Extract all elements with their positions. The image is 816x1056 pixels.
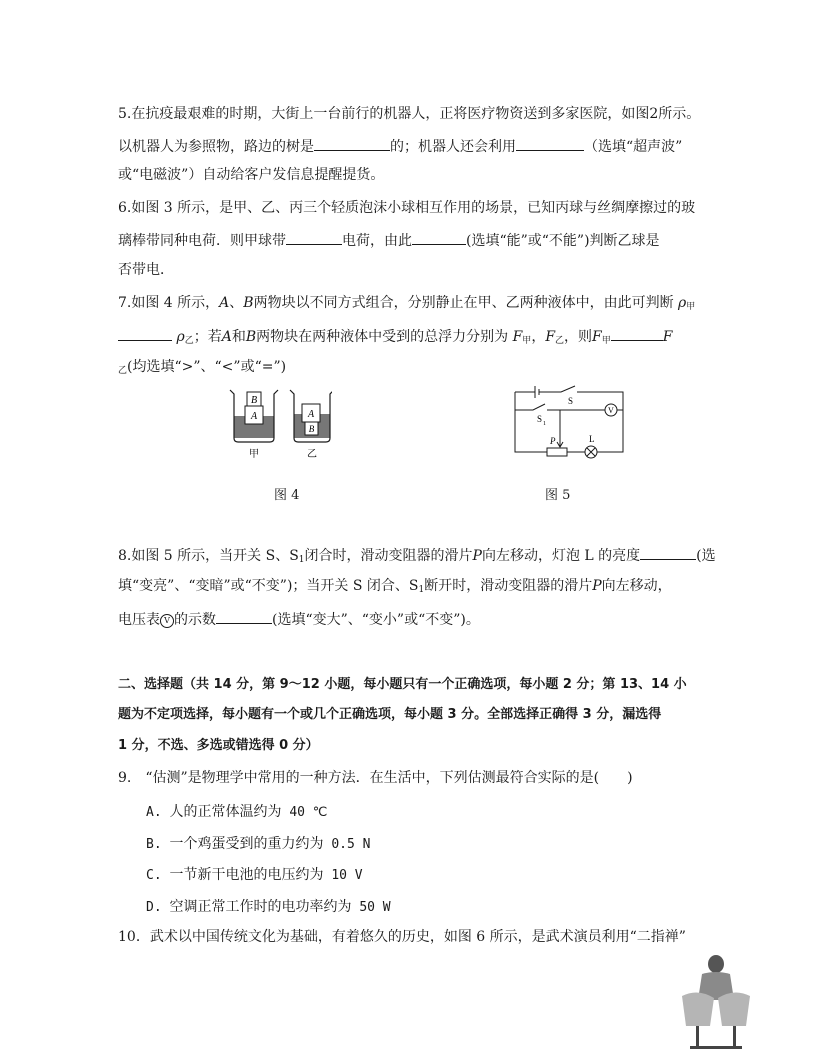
q6-line-1 bbox=[118, 199, 695, 217]
label-v: V bbox=[608, 406, 614, 415]
q7-sub-yi-3: 乙 bbox=[118, 366, 128, 376]
q9-stem: 9. “估测”是物理学中常用的一种方法．在生活中，下列估测最符合实际的是( ) bbox=[118, 770, 633, 786]
beaker-yi bbox=[290, 390, 332, 460]
q9-option-d-text: 空调正常工作时的电功率约为 bbox=[169, 899, 352, 915]
voltmeter-symbol-icon bbox=[160, 614, 174, 628]
q5-text-2a: 以机器人为参照物，路边的树是 bbox=[118, 139, 314, 155]
photo-stand-left bbox=[696, 1026, 699, 1048]
q8-text-2b: 断开时，滑动变阻器的滑片 bbox=[424, 578, 593, 594]
label-s1: S bbox=[537, 414, 543, 424]
block-b-yi-label: B bbox=[308, 424, 315, 434]
beaker-jia bbox=[230, 390, 278, 460]
q8-text-1a: 8.如图 5 所示，当开关 S、S bbox=[118, 548, 299, 564]
q9-option-c-text: 一节新干电池的电压约为 bbox=[169, 867, 324, 883]
q9-option-b-letter: B. bbox=[146, 837, 162, 852]
q7-var-a: A bbox=[219, 295, 230, 311]
figure-4-caption: 图 4 bbox=[274, 488, 300, 503]
q5-blank-2[interactable] bbox=[516, 136, 584, 151]
q8-text-1d: (选 bbox=[696, 548, 716, 564]
q7-blank-2[interactable] bbox=[611, 326, 663, 341]
q8-text-1b: 闭合时，滑动变阻器的滑片 bbox=[304, 548, 473, 564]
q5-blank-1[interactable] bbox=[314, 136, 390, 151]
q7-f-2: F bbox=[545, 329, 556, 345]
photo-base bbox=[690, 1046, 742, 1049]
q8-line-1 bbox=[118, 545, 716, 569]
q7-rho-1: ρ bbox=[678, 295, 687, 311]
q7-sub-yi-1: 乙 bbox=[184, 336, 194, 346]
q7-comma: ， bbox=[531, 329, 546, 345]
q9-option-b[interactable] bbox=[146, 833, 370, 853]
q7-text-2c: 两物块在两种液体中受到的总浮力分别为 bbox=[256, 329, 509, 345]
q7-sub-jia-3: 甲 bbox=[601, 336, 611, 346]
q7-f-3: F bbox=[592, 329, 602, 345]
q9-option-c-letter: C. bbox=[146, 868, 162, 883]
q8-blank-2[interactable] bbox=[216, 609, 272, 624]
q9-option-d[interactable] bbox=[146, 896, 391, 916]
q7-text-3: (均选填“>”、“<”或“=”) bbox=[127, 359, 287, 375]
q7-sub-jia-1: 甲 bbox=[686, 302, 696, 312]
q6-blank-2[interactable] bbox=[412, 230, 466, 245]
section2-line-1: 二、选择题（共 14 分，第 9～12 小题，每小题只有一个正确选项，每小题 2 分；第 13、14 小 bbox=[118, 677, 687, 692]
beaker-yi-label: 乙 bbox=[307, 449, 317, 460]
q5-text-2b: 的；机器人还会利用 bbox=[390, 139, 516, 155]
q6-text-2c: (选填“能”或“不能”)判断乙球是 bbox=[466, 233, 660, 249]
q8-text-2a: 填“变亮”、“变暗”或“不变”)；当开关 S 闭合、S bbox=[118, 578, 419, 594]
q6-text-1: 6.如图 3 所示，是甲、乙、丙三个轻质泡沫小球相互作用的场景，已知丙球与丝绸摩擦过的玻 bbox=[118, 200, 696, 216]
q7-line-2 bbox=[118, 326, 673, 350]
q9-option-a-value: 40 ℃ bbox=[289, 805, 328, 820]
section2-line-2: 题为不定项选择，每小题有一个或几个正确选项，每小题 3 分。全部选择正确得 3 分，漏选得 bbox=[118, 707, 662, 722]
q9-option-d-value: 50 W bbox=[359, 900, 391, 915]
section2-line-3: 1 分，不选、多选或错选得 0 分） bbox=[118, 738, 319, 753]
q9-option-b-value: 0.5 N bbox=[331, 837, 371, 852]
q7-var-b: B bbox=[243, 295, 254, 311]
q7-sep: 、 bbox=[229, 295, 244, 311]
q7-rho-2: ρ bbox=[176, 329, 185, 345]
q9-option-a[interactable] bbox=[146, 801, 327, 821]
q6-line-2 bbox=[118, 230, 660, 250]
label-l: L bbox=[589, 434, 595, 444]
block-a-jia-label: A bbox=[250, 411, 258, 422]
q8-text-2c: 向左移动， bbox=[601, 578, 672, 594]
label-s1-sub: 1 bbox=[543, 421, 546, 427]
q7-f-4: F bbox=[662, 329, 673, 345]
q7-text-1a: 7.如图 4 所示， bbox=[118, 295, 220, 311]
q7-text-1b: 两物块以不同方式组合，分别静止在甲、乙两种液体中，由此可判断 bbox=[253, 295, 674, 311]
photo-stand-right bbox=[733, 1026, 736, 1048]
q10-line-1: 10．武术以中国传统文化为基础，有着悠久的历史，如图 6 所示，是武术演员利用“二指禅” bbox=[118, 929, 686, 945]
q7-text-2a: ；若 bbox=[193, 329, 222, 345]
lamp-cross-icon bbox=[587, 448, 595, 456]
q8-sub-1: 1 bbox=[298, 555, 305, 565]
q8-text-1c: 向左移动，灯泡 L 的亮度 bbox=[481, 548, 641, 564]
q7-text-2d: ，则 bbox=[564, 329, 593, 345]
q7-var-b-2: B bbox=[245, 329, 257, 345]
q8-text-3c: (选填“变大”、“变小”或“不变”)。 bbox=[272, 612, 480, 628]
q8-blank-1[interactable] bbox=[640, 545, 696, 560]
photo-head bbox=[708, 955, 724, 973]
rheostat-icon bbox=[547, 448, 567, 456]
block-b-jia-label: B bbox=[250, 395, 258, 406]
q6-blank-1[interactable] bbox=[286, 230, 342, 245]
q7-sub-yi-2: 乙 bbox=[555, 336, 565, 346]
q5-text-1: 5.在抗疫最艰难的时期，大街上一台前行的机器人，正将医疗物资送到多家医院，如图2所示。 bbox=[118, 106, 701, 122]
label-p: P bbox=[550, 436, 556, 446]
q7-blank-1[interactable] bbox=[118, 326, 172, 341]
q8-var-p: P bbox=[472, 548, 482, 564]
q9-option-b-text: 一个鸡蛋受到的重力约为 bbox=[169, 836, 324, 852]
q9-option-c[interactable] bbox=[146, 864, 363, 884]
voltmeter-symbol-label: V bbox=[164, 616, 170, 625]
q5-text-2c: （选填“超声波” bbox=[584, 139, 683, 155]
q8-sub-1-2: 1 bbox=[418, 585, 425, 595]
q8-text-3b: 的示数 bbox=[174, 612, 216, 628]
q8-line-2 bbox=[118, 577, 672, 599]
q9-option-a-text: 人的正常体温约为 bbox=[169, 804, 282, 820]
q8-line-3 bbox=[118, 609, 480, 629]
figure-5-circuit bbox=[505, 380, 635, 465]
q5-text-3: 或“电磁波”）自动给客户发信息提醒提货。 bbox=[118, 167, 385, 183]
q6-text-3: 否带电． bbox=[118, 262, 174, 278]
q5-line-1 bbox=[118, 105, 700, 123]
q6-line-3 bbox=[118, 261, 174, 279]
q5-line-2 bbox=[118, 136, 682, 156]
switch-s1-icon bbox=[515, 404, 605, 410]
block-a-yi-label: A bbox=[307, 409, 315, 420]
beaker-jia-label: 甲 bbox=[249, 449, 259, 460]
q7-var-a-2: A bbox=[221, 329, 232, 345]
q6-text-2a: 璃棒带同种电荷．则甲球带 bbox=[118, 233, 286, 249]
photo-leg-right bbox=[718, 992, 750, 1026]
q5-line-3 bbox=[118, 166, 384, 184]
q7-sub-jia-2: 甲 bbox=[522, 336, 532, 346]
figure-5-caption: 图 5 bbox=[545, 488, 571, 503]
q8-var-p-2: P bbox=[592, 578, 602, 594]
q7-line-3 bbox=[118, 358, 286, 380]
q8-text-3a: 电压表 bbox=[118, 612, 160, 628]
q7-f-1: F bbox=[512, 329, 523, 345]
battery-icon bbox=[535, 386, 539, 398]
q6-text-2b: 电荷，由此 bbox=[342, 233, 412, 249]
q9-option-c-value: 10 V bbox=[331, 868, 363, 883]
q9-option-a-letter: A. bbox=[146, 805, 162, 820]
q7-line-1 bbox=[118, 294, 695, 316]
photo-leg-left bbox=[682, 992, 714, 1026]
martial-artist-photo bbox=[676, 952, 756, 1052]
q9-option-d-letter: D. bbox=[146, 900, 162, 915]
label-s: S bbox=[568, 396, 574, 406]
q7-text-2b: 和 bbox=[231, 329, 246, 345]
figure-4-beakers bbox=[222, 384, 332, 464]
